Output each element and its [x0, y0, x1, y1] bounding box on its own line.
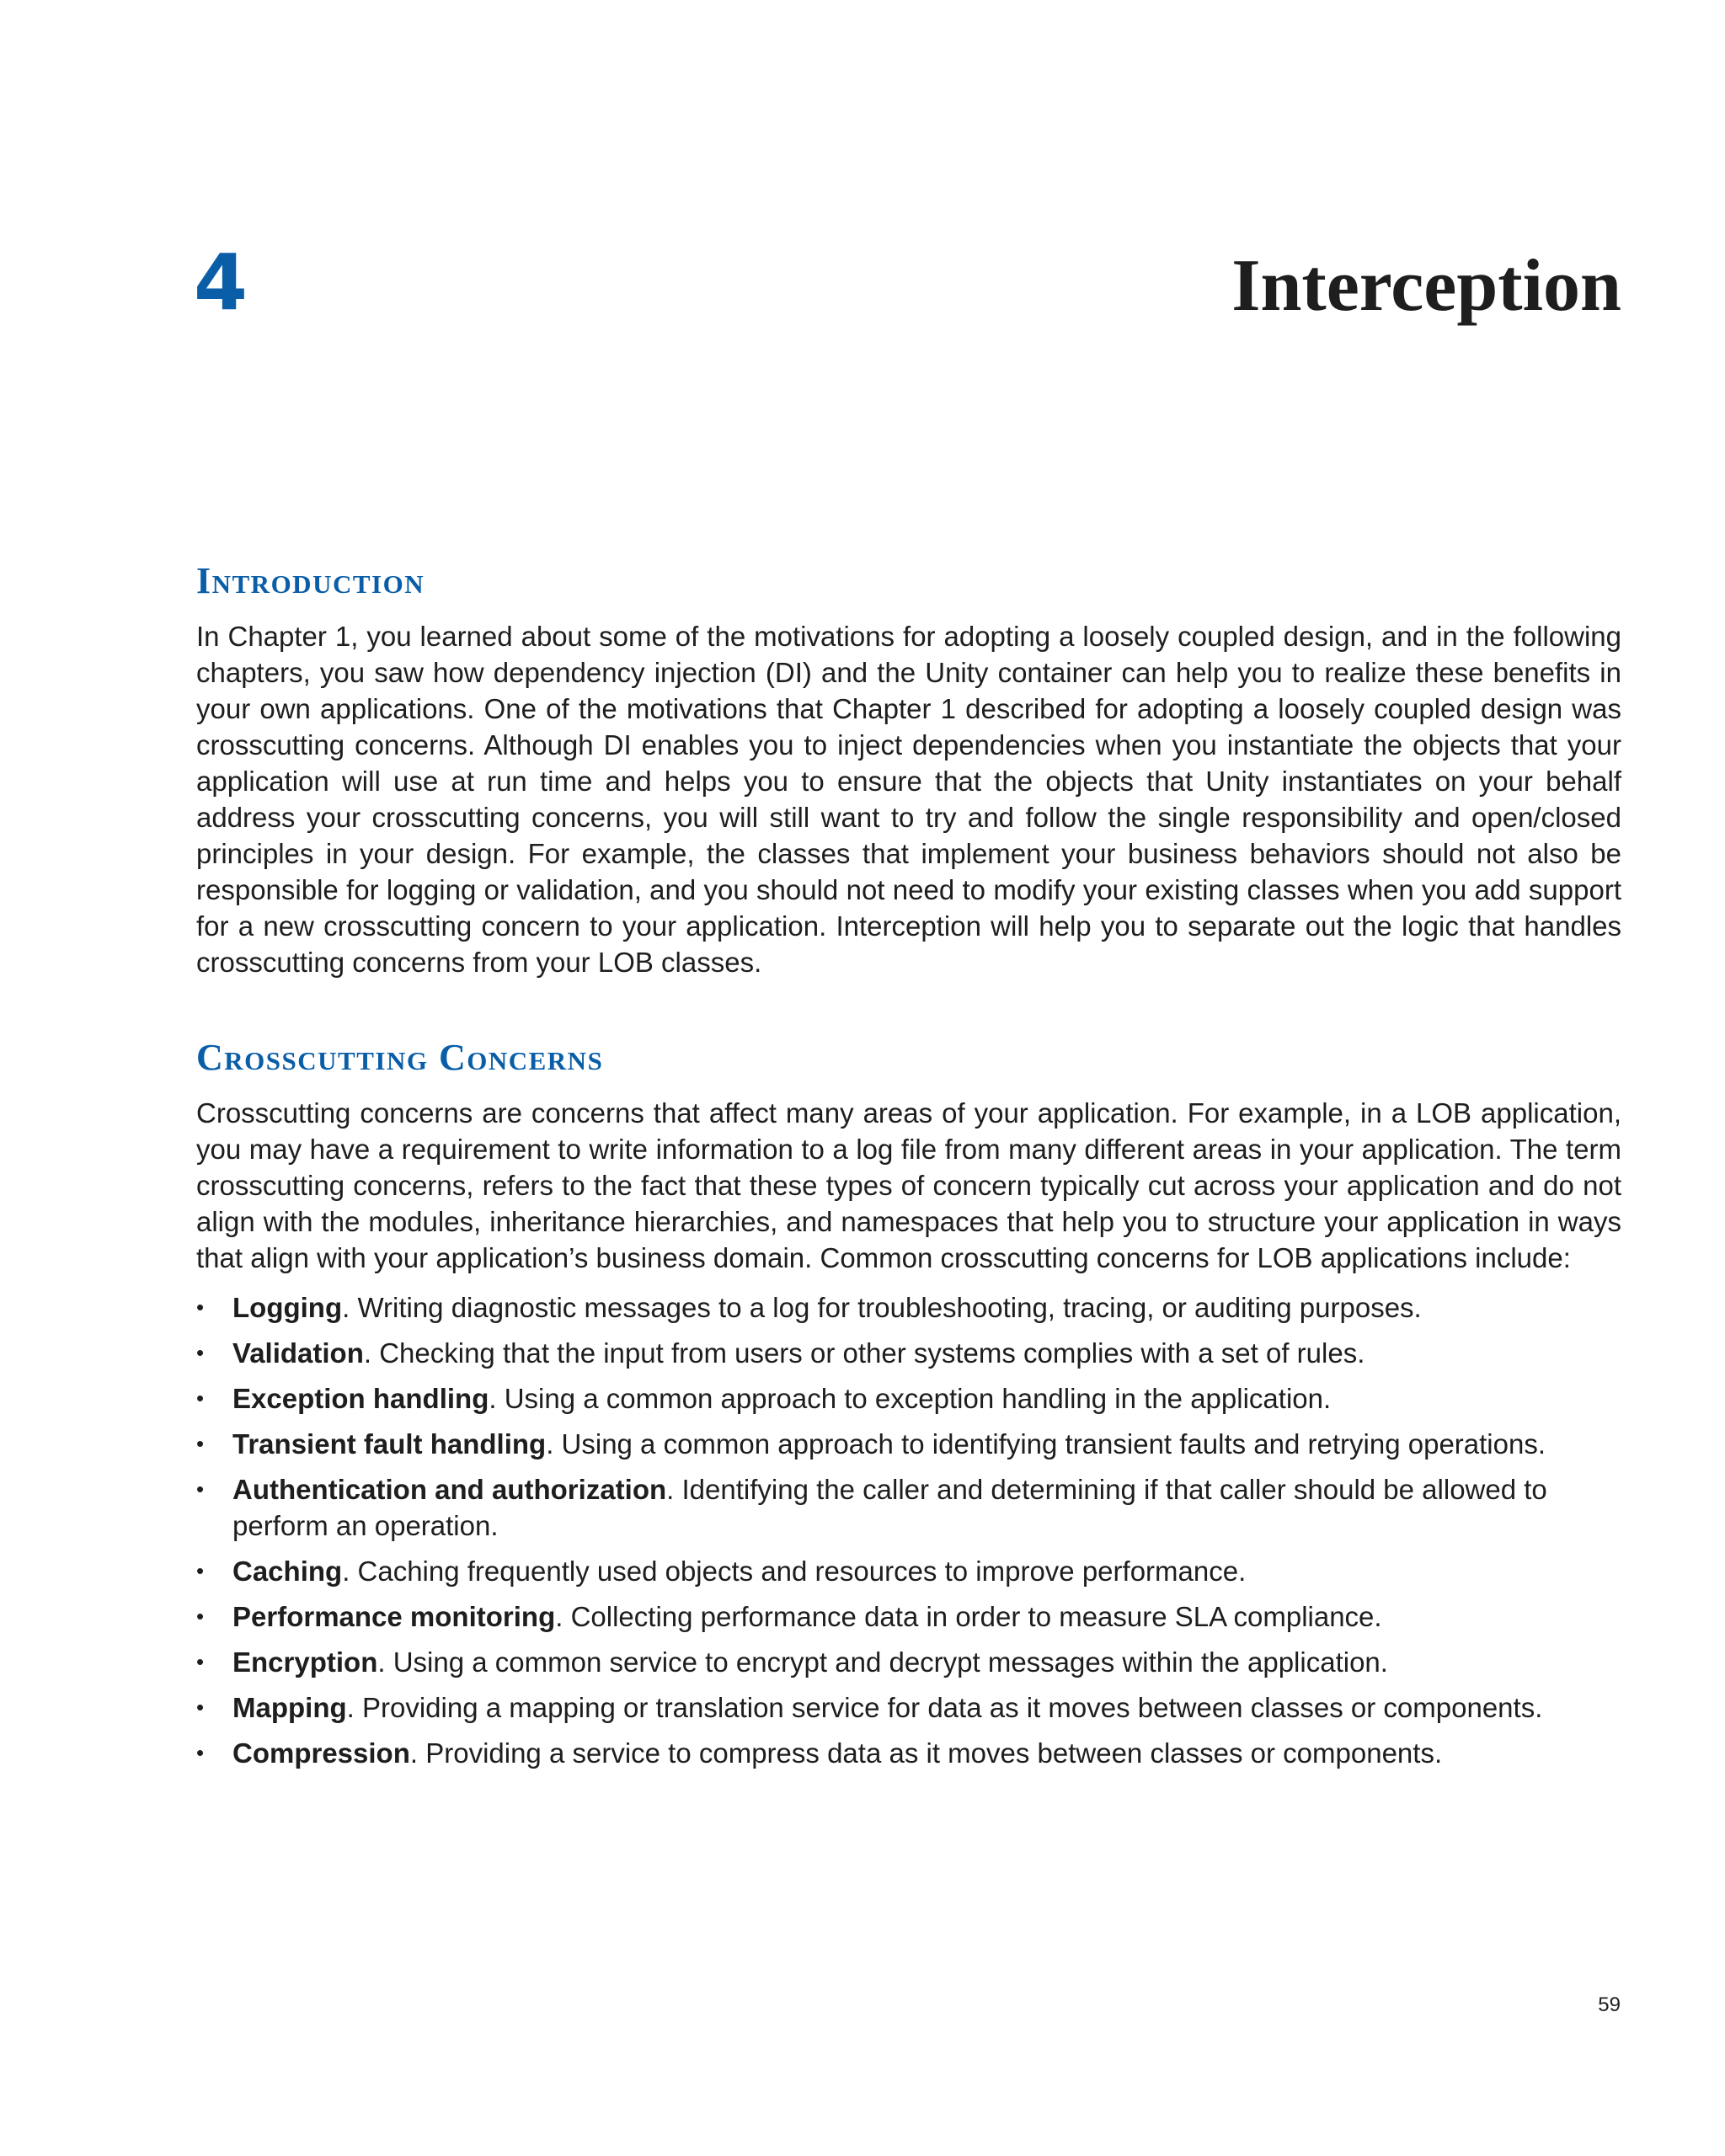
- section-heading-introduction: Introduction: [196, 560, 425, 601]
- list-item: [196, 1289, 1621, 1326]
- list-item-term: Caching: [232, 1556, 343, 1587]
- list-item: [196, 1689, 1621, 1726]
- crosscutting-concerns-list: [196, 1289, 1621, 1771]
- list-item: [196, 1553, 1621, 1589]
- chapter-title: Interception: [1231, 245, 1621, 327]
- list-item-text: . Providing a service to compress data as it moves between classes or components.: [409, 1737, 1443, 1769]
- list-item: [196, 1735, 1621, 1771]
- list-item: [196, 1471, 1621, 1544]
- list-item-text: . Writing diagnostic messages to a log for troubleshooting, tracing, or auditing purposes.: [342, 1292, 1422, 1323]
- list-item-term: Validation: [232, 1337, 364, 1369]
- list-item-text: . Identifying the caller and determining if that caller should be allowed to perform an operation.: [232, 1474, 1547, 1541]
- list-item-text: . Using a common service to encrypt and decrypt messages within the application.: [377, 1646, 1388, 1678]
- bullet-icon: •: [196, 1740, 205, 1765]
- page-number: 59: [1598, 1993, 1621, 2016]
- list-item-term: Performance monitoring: [232, 1601, 556, 1632]
- introduction-paragraph: In Chapter 1, you learned about some of the motivations for adopting a loosely coupled design, and in the following chapters, you saw how dependency injection (DI) and the Unity container can help you to realize these benefits in your own applications. One of the motivations that Chapter 1 described for adopting a loosely coupled design was crosscutting concerns. Although DI enables you to inject dependencies when you instantiate the objects that your application will use at run time and helps you to ensure that the objects that Unity instantiates on your behalf address your crosscutting concerns, you will still want to try and follow the single responsibility and open/closed principles in your design. For example, the classes that implement your business behaviors should not also be responsible for logging or validation, and you should not need to modify your existing classes when you add support for a new crosscutting concern to your application. Interception will help you to separate out the logic that handles crosscutting concerns from your LOB classes.: [196, 621, 1621, 978]
- bullet-icon: •: [196, 1558, 205, 1583]
- list-item-term: Authentication and authorization: [232, 1474, 667, 1505]
- list-item-text: . Collecting performance data in order to measure SLA compliance.: [555, 1601, 1382, 1632]
- list-item-term: Exception handling: [232, 1383, 489, 1414]
- list-item-term: Mapping: [232, 1692, 347, 1723]
- list-item: [196, 1644, 1621, 1680]
- bullet-icon: •: [196, 1604, 205, 1629]
- bullet-icon: •: [196, 1649, 205, 1674]
- bullet-icon: •: [196, 1340, 205, 1365]
- list-item-term: Encryption: [232, 1646, 378, 1678]
- list-item-term: Logging: [232, 1292, 343, 1323]
- section-heading-crosscutting-concerns: Crosscutting Concerns: [196, 1037, 604, 1078]
- bullet-icon: •: [196, 1385, 205, 1411]
- chapter-number: 4: [194, 237, 248, 328]
- list-item: [196, 1335, 1621, 1371]
- crosscutting-paragraph: Crosscutting concerns are concerns that affect many areas of your application. For example, in a LOB application, you may have a requirement to write information to a log file from many different areas in your application. The term crosscutting concerns, refers to the fact that these types of concern typically cut across your application and do not align with the modules, inheritance hierarchies, and namespaces that help you to structure your application in ways that align with your application’s business domain. Common crosscutting concerns for LOB applications include:: [196, 1097, 1621, 1273]
- list-item-text: . Providing a mapping or translation service for data as it moves between classes or components.: [346, 1692, 1543, 1723]
- list-item: [196, 1598, 1621, 1635]
- list-item-term: Compression: [232, 1737, 410, 1769]
- list-item: [196, 1380, 1621, 1417]
- bullet-icon: •: [196, 1294, 205, 1320]
- bullet-icon: •: [196, 1694, 205, 1720]
- list-item-text: . Using a common approach to identifying transient faults and retrying operations.: [546, 1428, 1546, 1460]
- bullet-icon: •: [196, 1476, 205, 1502]
- page-content: [196, 560, 1621, 1780]
- list-item: [196, 1426, 1621, 1462]
- list-item-term: Transient fault handling: [232, 1428, 547, 1460]
- bullet-icon: •: [196, 1431, 205, 1456]
- list-item-text: . Checking that the input from users or other systems complies with a set of rules.: [363, 1337, 1365, 1369]
- list-item-text: . Using a common approach to exception handling in the application.: [489, 1383, 1332, 1414]
- list-item-text: . Caching frequently used objects and resources to improve performance.: [342, 1556, 1247, 1587]
